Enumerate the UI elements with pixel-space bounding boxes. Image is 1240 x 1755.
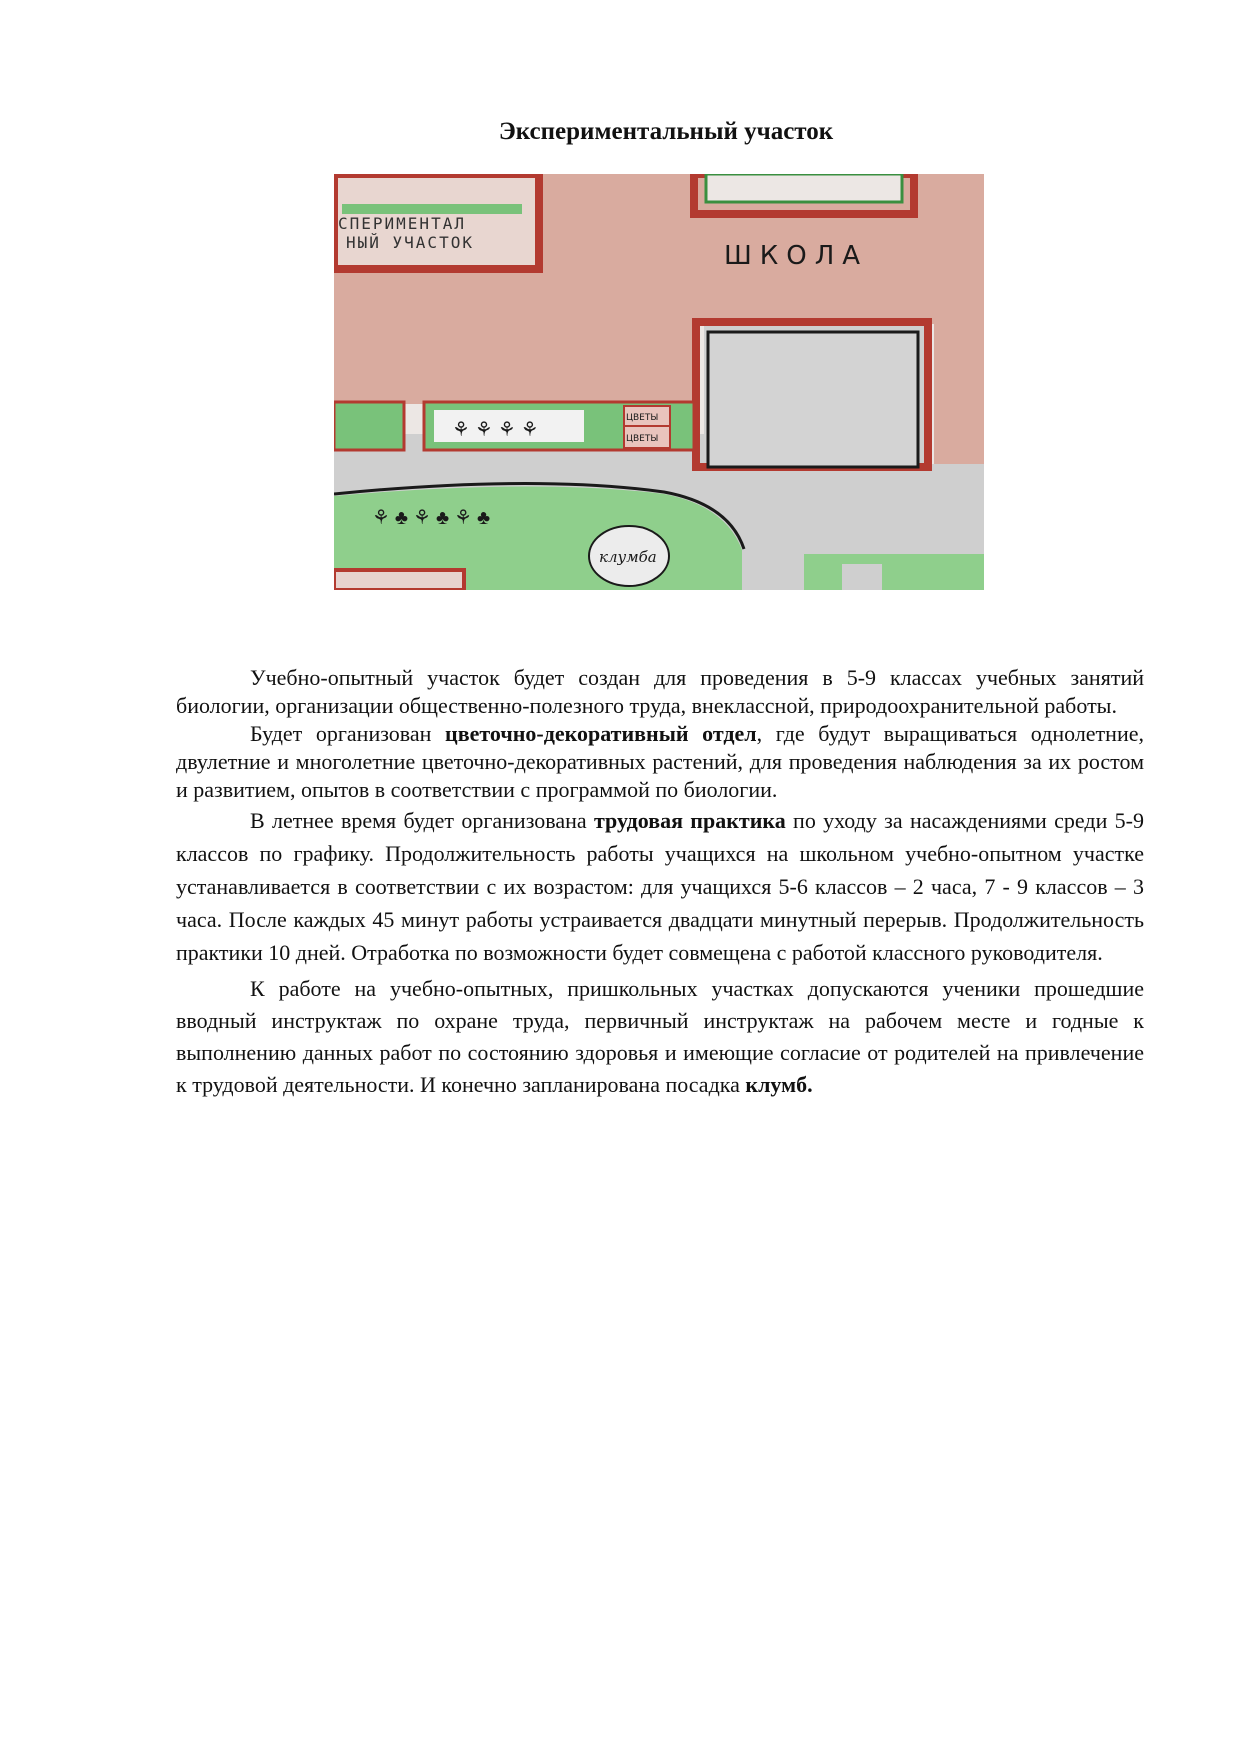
emphasis-flowerbeds: клумб. <box>745 1072 813 1097</box>
bottom-left-strip <box>334 570 464 590</box>
flowerbed-label: клумба <box>599 548 657 566</box>
paragraph-text: В летнее время будет организована <box>250 808 594 833</box>
paragraph-text: Будет организован <box>250 721 446 746</box>
emphasis-labour-practice: трудовая практика <box>593 808 786 833</box>
paragraph-4 <box>176 973 1144 1101</box>
paragraph-text: Учебно-опытный участок будет создан для проведения в 5-9 классах учебных занятий биологии, организации общественно-полезного труда, внеклассной, природоохранительной работы. <box>176 665 1144 718</box>
school-plot-drawing <box>334 174 984 590</box>
school-building-inner <box>708 332 918 467</box>
document-title: Экспериментальный участок <box>498 118 834 145</box>
paragraph-text: , где будут выращиваться однолетние, двулетние и многолетние цветочно-декоративных растений, для проведения наблюдения за их ростом и развитием, опытов в соответствии с программой по биологии. <box>176 721 1144 802</box>
tree-icon: ⚘ ♣ ⚘ ♣ ⚘ ♣ <box>372 507 491 529</box>
emphasis-flower-department: цветочно-декоративный отдел <box>445 721 757 746</box>
flower-bed-top-label: ЦВЕТЫ <box>626 413 659 423</box>
school-plot-svg <box>334 174 984 590</box>
tree-icon: ⚘ ⚘ ⚘ ⚘ <box>452 419 539 441</box>
body-text <box>176 664 1144 1101</box>
plot-label-2: НЫЙ УЧАСТОК <box>346 233 474 252</box>
bottom-right-green <box>804 554 984 590</box>
paragraph-1 <box>176 664 1144 720</box>
paragraph-text: по уходу за насаждениями среди 5-9 классов по графику. Продолжительность работы учащихся на школьном учебно-опытном участке устанавливается в соответствии с их возрастом: для учащихся 5-6 классов – 2 часа, 7 - 9 классов – 3 часа. После каждых 45 минут работы устраивается двадцати минутный перерыв. Продолжительность практики 10 дней. Отработка по возможности будет совмещена с работой классного руководителя. <box>176 808 1144 965</box>
left-green-bed <box>334 402 404 450</box>
bottom-right-path <box>842 564 882 590</box>
paragraph-2 <box>176 720 1144 804</box>
plot-green-strip <box>342 204 522 214</box>
school-label: ШКОЛА <box>724 241 869 271</box>
paragraph-text: К работе на учебно-опытных, пришкольных участках допускаются ученики прошедшие вводный инструктаж по охране труда, первичный инструктаж на рабочем месте и годные к выполнению данных работ по состоянию здоровья и имеющие согласие от родителей на привлечение к трудовой деятельности. И конечно запланирована посадка <box>176 976 1144 1097</box>
plot-label-1: СПЕРИМЕНТАЛ <box>338 214 466 233</box>
flower-bed-bottom-label: ЦВЕТЫ <box>626 434 659 444</box>
top-building-inner <box>706 174 902 202</box>
paragraph-3 <box>176 804 1144 969</box>
